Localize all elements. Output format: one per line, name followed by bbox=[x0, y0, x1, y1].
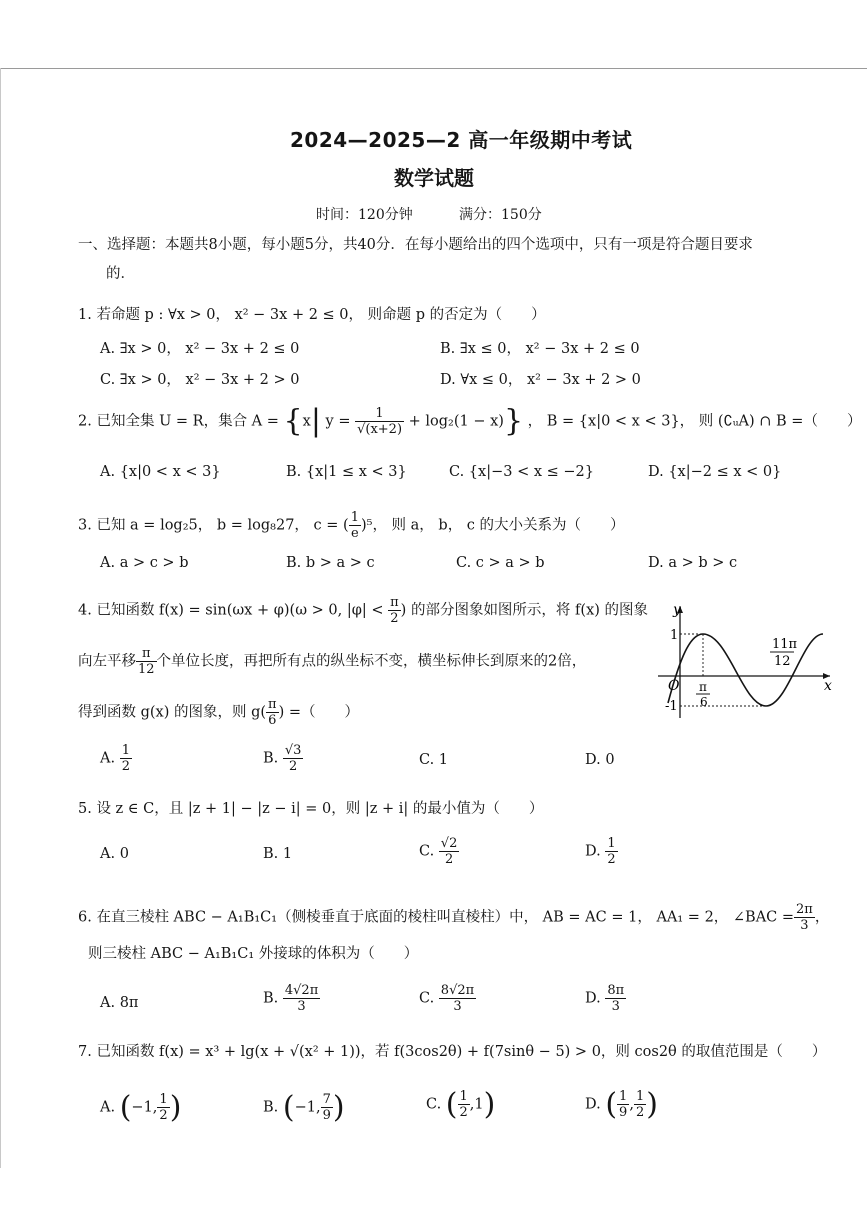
q2-option-d: D. {x|−2 ≤ x < 0} bbox=[648, 464, 782, 480]
q6-b-label: B. bbox=[263, 990, 279, 1007]
q1-option-d: D. ∀x ≤ 0， x² − 3x + 2 > 0 bbox=[440, 372, 641, 388]
brace-left: { bbox=[283, 403, 303, 439]
q3-stem-post: )⁵， 则 a， b， c 的大小关系为（ ） bbox=[360, 517, 625, 534]
q6-b-num: 4√2π bbox=[284, 983, 319, 998]
q4-g-frac bbox=[266, 697, 279, 728]
q7-a-den: 2 bbox=[159, 1108, 168, 1123]
q5-d-frac bbox=[605, 836, 617, 867]
q2-option-a: A. {x|0 < x < 3} bbox=[100, 464, 221, 480]
q6-b-den: 3 bbox=[283, 998, 320, 1014]
q4-shift-den: 12 bbox=[138, 662, 155, 677]
q4-pi2-den: 2 bbox=[388, 610, 401, 626]
y-label: y bbox=[673, 602, 681, 618]
page-edge-top bbox=[0, 68, 867, 69]
q4-pi2-frac bbox=[388, 595, 401, 626]
q7-c-num: 1 bbox=[459, 1089, 468, 1104]
q6-angle-num: 2π bbox=[796, 902, 813, 917]
q4-option-a bbox=[100, 743, 132, 774]
paren-left: ( bbox=[445, 1087, 458, 1122]
q7-option-a bbox=[100, 1090, 181, 1125]
paren-right: ) bbox=[646, 1087, 658, 1122]
q7-stem: 7. 已知函数 f(x) = x³ + lg(x + √(x² + 1))，若 f(3cos2θ) + f(7sinθ − 5) > 0，则 cos2θ 的取值范围是（ ） bbox=[78, 1044, 827, 1060]
exam-title: 2024—2025—2 高一年级期中考试 bbox=[290, 128, 633, 152]
q7-d-label: D. bbox=[585, 1096, 601, 1113]
q4-option-d: D. 0 bbox=[585, 752, 615, 768]
q7-a-pre: −1, bbox=[131, 1099, 158, 1116]
q4-option-b bbox=[263, 743, 303, 774]
q7-d-num2: 1 bbox=[635, 1089, 645, 1104]
q4-b-frac bbox=[283, 743, 304, 774]
11pi12-den: 12 bbox=[774, 654, 791, 669]
paren-right: ) bbox=[169, 1090, 182, 1125]
exam-time: 时间：120分钟 bbox=[316, 207, 413, 223]
q2-frac-den: √(x+2) bbox=[357, 422, 403, 437]
q6-option-b bbox=[263, 983, 320, 1014]
q5-option-a: A. 0 bbox=[100, 846, 129, 862]
q7-c-den: 2 bbox=[459, 1105, 468, 1120]
q4-line1-pre: 4. 已知函数 f(x) = sin(ωx + φ)(ω > 0, |φ| < bbox=[78, 602, 384, 619]
sine-curve bbox=[668, 634, 823, 706]
q1-option-a: A. ∃x > 0， x² − 3x + 2 ≤ 0 bbox=[100, 341, 300, 357]
q7-option-c bbox=[426, 1087, 495, 1122]
q5-option-d bbox=[585, 836, 618, 867]
q4-line3 bbox=[78, 697, 359, 728]
brace-right: } bbox=[503, 403, 524, 439]
q7-d-frac1 bbox=[617, 1089, 629, 1120]
q4-b-den: 2 bbox=[283, 758, 304, 774]
11pi12-num: 11π bbox=[772, 637, 798, 652]
q5-d-den: 2 bbox=[607, 852, 616, 867]
q3-stem-pre: 3. 已知 a = log₂5， b = log₈27， c = ( bbox=[78, 517, 349, 534]
q6-d-frac bbox=[605, 983, 626, 1014]
q6-c-num: 8√2π bbox=[440, 983, 475, 998]
q6-line1-end: ， bbox=[814, 909, 830, 926]
q7-b-pre: −1, bbox=[294, 1099, 321, 1116]
q6-b-frac bbox=[283, 983, 320, 1014]
q4-a-label: A. bbox=[100, 750, 116, 767]
q5-stem: 5. 设 z ∈ C，且 |z + 1| − |z − i| = 0，则 |z + i| 的最小值为（ ） bbox=[78, 801, 544, 817]
q2-frac-num: 1 bbox=[375, 406, 384, 421]
q6-c-frac bbox=[439, 983, 476, 1014]
q6-line1 bbox=[78, 902, 829, 933]
q1-option-b: B. ∃x ≤ 0， x² − 3x + 2 ≤ 0 bbox=[440, 341, 640, 357]
q4-a-den: 2 bbox=[121, 759, 130, 774]
q6-d-label: D. bbox=[585, 990, 601, 1007]
q4-b-label: B. bbox=[263, 750, 279, 767]
q2-stem bbox=[78, 403, 862, 439]
q6-angle-frac bbox=[794, 902, 815, 933]
q5-c-den: 2 bbox=[439, 851, 460, 867]
q7-b-label: B. bbox=[263, 1099, 279, 1116]
q4-pi2-num: π bbox=[390, 595, 399, 610]
q7-d-frac2 bbox=[634, 1089, 646, 1120]
q6-line1-text: 6. 在直三棱柱 ABC − A₁B₁C₁（侧棱垂直于底面的棱柱叫直棱柱）中， AB = AC = 1， AA₁ = 2， ∠BAC = bbox=[78, 909, 795, 926]
q6-option-d bbox=[585, 983, 626, 1014]
paren-right: ) bbox=[483, 1087, 496, 1122]
q2-option-c: C. {x|−3 < x ≤ −2} bbox=[449, 464, 594, 480]
q2-option-b: B. {x|1 ≤ x < 3} bbox=[286, 464, 407, 480]
q7-d-num1: 1 bbox=[619, 1089, 628, 1104]
paren-left: ( bbox=[119, 1090, 132, 1125]
q6-angle-den: 3 bbox=[794, 917, 815, 933]
page-edge-left bbox=[0, 68, 1, 1168]
x-label: x bbox=[824, 678, 832, 694]
q4-g-den: 6 bbox=[266, 712, 279, 728]
section-intro-line1: 一、选择题：本题共8小题，每小题5分，共40分．在每小题给出的四个选项中，只有一项是符合题目要求 bbox=[78, 237, 753, 253]
q5-d-num: 1 bbox=[607, 836, 616, 851]
q7-b-frac bbox=[321, 1092, 333, 1123]
q7-a-label: A. bbox=[100, 1099, 116, 1116]
q1-option-c: C. ∃x > 0， x² − 3x + 2 > 0 bbox=[100, 372, 300, 388]
pi6-den: 6 bbox=[700, 695, 708, 709]
paren-left: ( bbox=[605, 1087, 618, 1122]
q4-sine-graph bbox=[648, 598, 838, 723]
q4-line2 bbox=[78, 646, 586, 677]
q1-stem: 1. 若命题 p : ∀x > 0， x² − 3x + 2 ≤ 0， 则命题 p 的否定为（ ） bbox=[78, 307, 546, 323]
q2-set-a-y: y = bbox=[325, 413, 351, 430]
q2-set-a-tail: + log₂(1 − x) bbox=[408, 413, 504, 430]
bar: | bbox=[310, 403, 321, 439]
q4-shift-num: π bbox=[142, 646, 151, 661]
q3-option-b: B. b > a > c bbox=[286, 555, 375, 571]
q4-line2-pre: 向左平移 bbox=[78, 653, 136, 670]
exam-score: 满分：150分 bbox=[459, 207, 542, 223]
pi6-num: π bbox=[699, 680, 707, 694]
q2-rest: ， B = {x|0 < x < 3}， 则 (∁ᵤA) ∩ B =（ ） bbox=[527, 413, 862, 430]
q6-c-den: 3 bbox=[439, 998, 476, 1014]
q3-c-frac bbox=[349, 510, 361, 541]
q4-b-num: √3 bbox=[284, 743, 302, 758]
q4-a-num: 1 bbox=[121, 743, 130, 758]
q4-line1 bbox=[78, 595, 648, 626]
q3-option-c: C. c > a > b bbox=[456, 555, 545, 571]
paren-right: ) bbox=[332, 1090, 345, 1125]
q5-c-num: √2 bbox=[440, 836, 458, 851]
y-max-label: 1 bbox=[670, 628, 679, 643]
q4-line2-post: 个单位长度，再把所有点的纵坐标不变，横坐标伸长到原来的2倍， bbox=[156, 653, 587, 670]
q5-option-c bbox=[419, 836, 459, 867]
paren-left: ( bbox=[282, 1090, 295, 1125]
q4-option-c: C. 1 bbox=[419, 752, 449, 768]
q5-option-b: B. 1 bbox=[263, 846, 293, 862]
exam-subtitle: 数学试题 bbox=[394, 166, 474, 190]
y-min-label: -1 bbox=[665, 699, 678, 714]
q7-option-d: D. ( $\frac{1}{9}$ , $\frac{1}{2}$ ) bbox=[585, 1087, 658, 1122]
q6-option-a: A. 8π bbox=[100, 995, 139, 1011]
q2-fraction bbox=[355, 406, 404, 437]
q7-c-label: C. bbox=[426, 1096, 442, 1113]
q7-c-post: ,1 bbox=[469, 1096, 484, 1113]
q3-stem bbox=[78, 510, 625, 541]
q7-a-num: 1 bbox=[159, 1092, 168, 1107]
section-intro-line2: 的． bbox=[106, 266, 135, 282]
q5-c-frac bbox=[439, 836, 460, 867]
q7-b-den: 9 bbox=[322, 1108, 331, 1123]
q4-g-num: π bbox=[268, 697, 277, 712]
q4-shift-frac bbox=[136, 646, 157, 677]
q3-option-a: A. a > c > b bbox=[100, 555, 189, 571]
q6-c-label: C. bbox=[419, 990, 435, 1007]
q3-c-den: e bbox=[349, 525, 361, 541]
q7-option-b bbox=[263, 1090, 345, 1125]
q7-a-frac bbox=[157, 1092, 169, 1123]
q6-d-den: 3 bbox=[605, 998, 626, 1014]
q2-num: 2. 已知全集 bbox=[78, 413, 155, 430]
q4-line1-post: ) 的部分图象如图所示，将 f(x) 的图象 bbox=[400, 602, 649, 619]
q7-d-den1: 9 bbox=[619, 1105, 628, 1120]
q4-line3-pre: 得到函数 g(x) 的图象，则 g( bbox=[78, 704, 267, 721]
q4-a-frac bbox=[120, 743, 132, 774]
q6-option-c bbox=[419, 983, 476, 1014]
q4-line3-post: ) =（ ） bbox=[278, 704, 360, 721]
q5-c-label: C. bbox=[419, 843, 435, 860]
q2-set-a-var: x bbox=[302, 413, 311, 430]
q7-b-num: 7 bbox=[322, 1092, 331, 1107]
q3-c-num: 1 bbox=[350, 510, 359, 525]
q7-c-frac bbox=[458, 1089, 470, 1120]
q6-line2: 则三棱柱 ABC − A₁B₁C₁ 外接球的体积为（ ） bbox=[88, 946, 419, 962]
q5-d-label: D. bbox=[585, 843, 601, 860]
q3-option-d: D. a > b > c bbox=[648, 555, 738, 571]
origin-label: O bbox=[668, 678, 680, 694]
q2-set-u: U = R，集合 A = bbox=[159, 413, 279, 430]
q6-d-num: 8π bbox=[607, 983, 625, 998]
q7-d-den2: 2 bbox=[635, 1105, 645, 1120]
